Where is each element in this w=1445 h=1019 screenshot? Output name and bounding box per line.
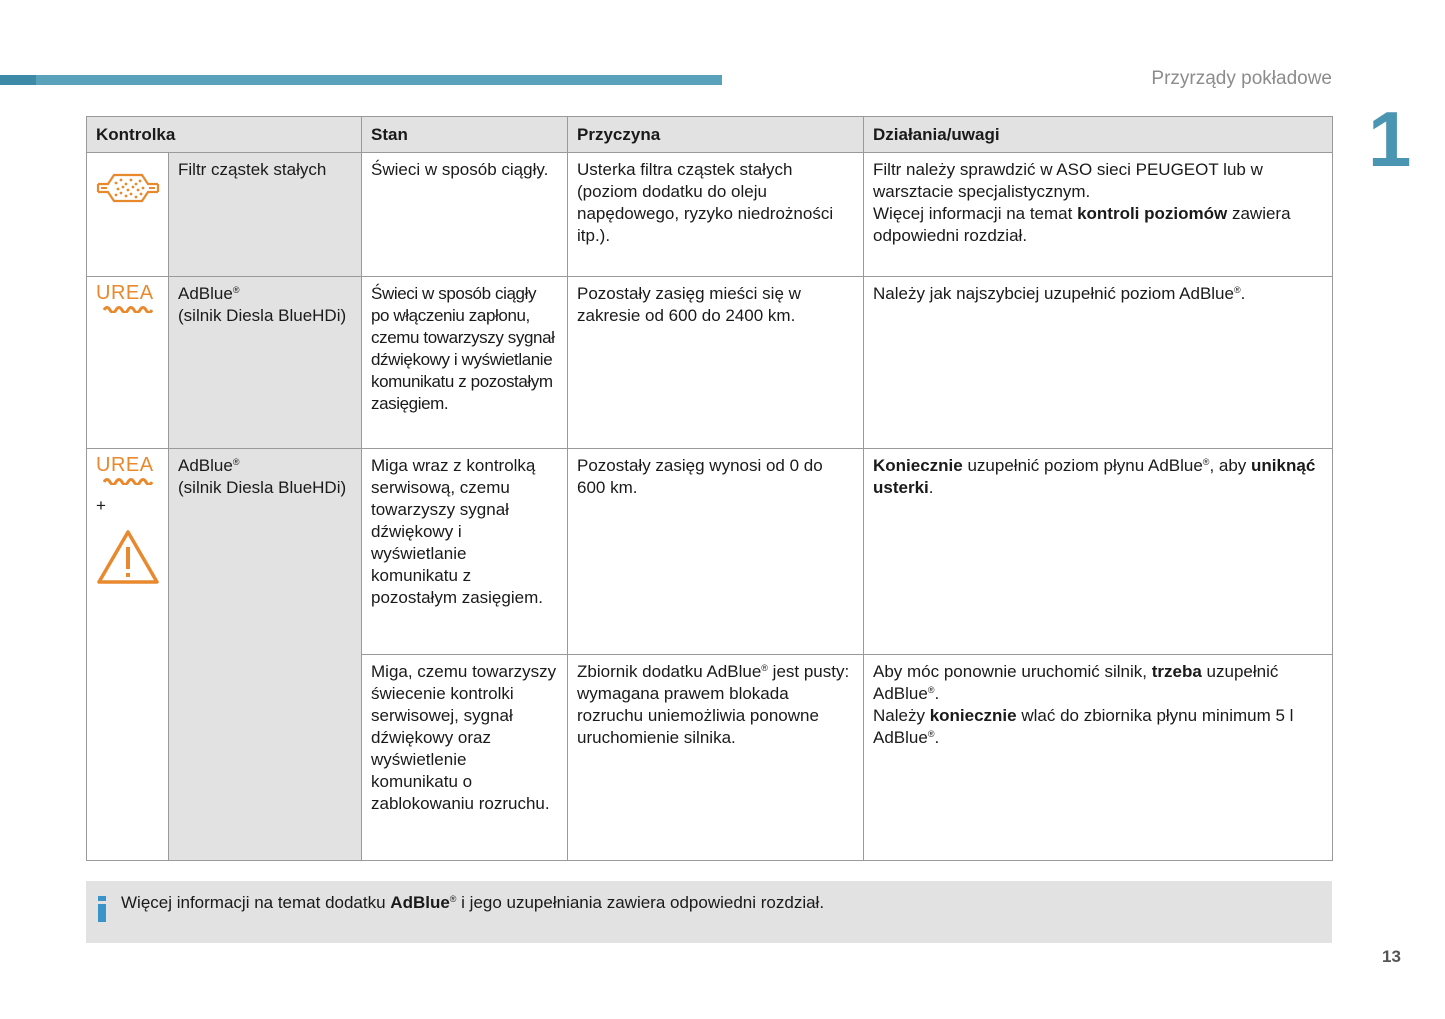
dzialania-text: . (934, 684, 940, 703)
dzialania-text: uzupełnić AdBlue (873, 662, 1279, 703)
table-row (87, 449, 1333, 655)
dzialania-text: uzupełnić poziom płynu AdBlue (962, 456, 1203, 475)
engine-note: (silnik Diesla BlueHDi) (178, 306, 347, 325)
registered-mark: ® (449, 894, 457, 904)
page-number: 13 (1382, 947, 1401, 966)
header-dzialania: Działania/uwagi (864, 117, 1333, 153)
przyczyna-cell: Usterka filtra cząstek stałych (poziom dodatku do oleju napędowego, ryzyko niedrożności itp.). (568, 153, 864, 277)
dzialania-bold: trzeba (1151, 662, 1202, 681)
header-accent-bar (0, 75, 722, 85)
dzialania-cell (864, 449, 1333, 655)
engine-note: (silnik Diesla BlueHDi) (178, 478, 347, 497)
warning-name (169, 449, 362, 861)
note-text: Więcej informacji na temat dodatku (121, 893, 391, 912)
particle-filter-icon (96, 171, 160, 205)
plus-sign: + (96, 496, 106, 515)
przyczyna-cell: Pozostały zasięg wynosi od 0 do 600 km. (568, 449, 864, 655)
info-note-text (121, 892, 824, 914)
registered-mark: ® (927, 685, 935, 695)
adblue-name: AdBlue (178, 456, 233, 475)
dzialania-text: zawiera odpowiedni rozdział. (873, 204, 1291, 245)
dzialania-cell (864, 153, 1333, 277)
note-bold: AdBlue (390, 893, 450, 912)
icon-cell (87, 153, 169, 277)
urea-icon-label: UREA (96, 454, 154, 476)
warning-name (169, 277, 362, 449)
stan-cell: Miga wraz z kontrolką serwisową, czemu towarzyszy sygnał dźwiękowy i wyświetlanie komunikatu z pozostałym zasięgiem. (362, 449, 568, 655)
adblue-name: AdBlue (178, 284, 233, 303)
dzialania-text: . (934, 728, 940, 747)
urea-icon (103, 477, 153, 485)
table-row (87, 277, 1333, 449)
dzialania-text: . (1240, 284, 1246, 303)
header-stan: Stan (362, 117, 568, 153)
section-title: Przyrządy pokładowe (1151, 68, 1332, 89)
registered-mark: ® (761, 663, 768, 673)
dzialania-text: Więcej informacji na temat (873, 204, 1078, 223)
note-text: i jego uzupełniania zawiera odpowiedni rozdział. (456, 893, 825, 912)
dzialania-cell (864, 655, 1333, 861)
chapter-number: 1 (1368, 95, 1412, 183)
dzialania-bold: Koniecznie (873, 456, 963, 475)
header-przyczyna: Przyczyna (568, 117, 864, 153)
warning-name: Filtr cząstek stałych (169, 153, 362, 277)
registered-mark: ® (232, 285, 240, 295)
table-header-row (87, 117, 1333, 153)
icon-cell (87, 449, 169, 861)
warning-lights-table (86, 116, 1333, 861)
dzialania-text: . (928, 478, 934, 497)
stan-cell: Miga, czemu towarzyszy świecenie kontrolki serwisowej, sygnał dźwiękowy oraz wyświetlenie komunikatu o zablokowaniu rozruchu. (362, 655, 568, 861)
registered-mark: ® (232, 457, 240, 467)
dzialania-text: Aby móc ponownie uruchomić silnik, (873, 662, 1152, 681)
table-row (87, 153, 1333, 277)
przyczyna-cell: Pozostały zasięg mieści się w zakresie od 600 do 2400 km. (568, 277, 864, 449)
registered-mark: ® (1233, 285, 1241, 295)
dzialania-bold: koniecznie (929, 706, 1017, 725)
icon-cell (87, 277, 169, 449)
dzialania-text: Należy (873, 706, 930, 725)
dzialania-bold: uniknąć usterki (873, 456, 1316, 497)
header-kontrolka: Kontrolka (87, 117, 362, 153)
info-icon (97, 896, 107, 922)
dzialania-bold: kontroli poziomów (1077, 204, 1228, 223)
stan-cell: Świeci w sposób ciągły. (362, 153, 568, 277)
przyczyna-text: Zbiornik dodatku AdBlue (577, 662, 762, 681)
registered-mark: ® (1202, 457, 1210, 467)
przyczyna-text: jest pusty: wymagana prawem blokada rozruchu uniemożliwia ponowne uruchomienie silnika. (577, 662, 850, 747)
dzialania-text: , aby (1209, 456, 1252, 475)
dzialania-text: Filtr należy sprawdzić w ASO sieci PEUGEOT lub w warsztacie specjalistycznym. (873, 160, 1263, 201)
info-note (86, 881, 1332, 943)
dzialania-text: Należy jak najszybciej uzupełnić poziom AdBlue (873, 284, 1234, 303)
stan-cell: Świeci w sposób ciągły po włączeniu zapłonu, czemu towarzyszy sygnał dźwiękowy i wyświetlanie komunikatu z pozostałym zasięgiem. (362, 277, 568, 449)
registered-mark: ® (927, 729, 935, 739)
warning-triangle-icon (96, 529, 160, 585)
przyczyna-cell (568, 655, 864, 861)
urea-icon-label: UREA (96, 282, 154, 304)
dzialania-cell (864, 277, 1333, 449)
urea-icon (103, 305, 153, 313)
dzialania-text: wlać do zbiornika płynu minimum 5 l AdBlue (873, 706, 1294, 747)
